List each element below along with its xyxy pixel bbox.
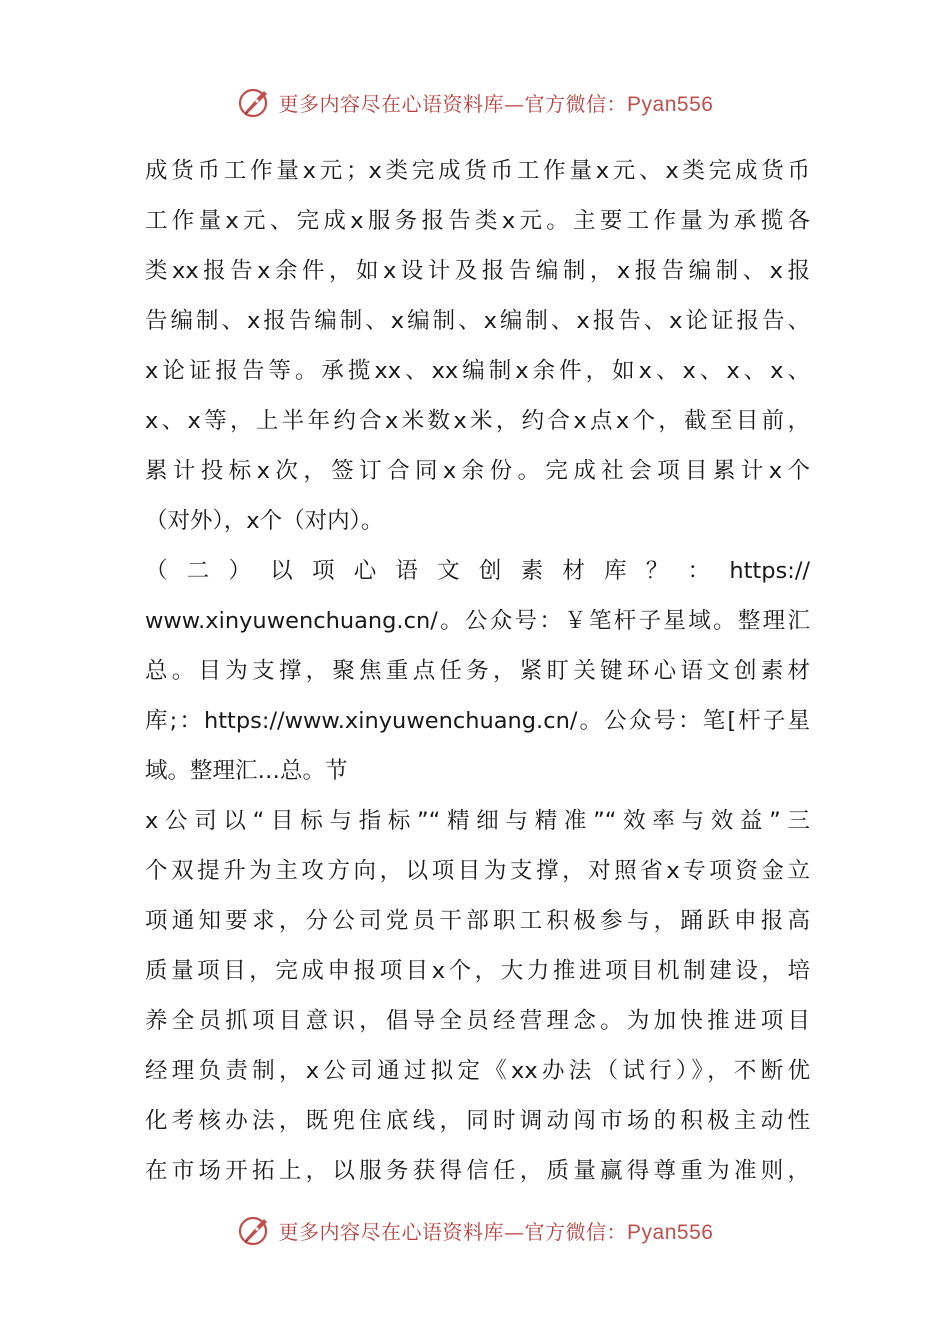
text-line: 化考核办法，既兜住底线，同时调动闯市场的积极主动性 — [145, 1108, 810, 1134]
text-line: x论证报告等。承揽xx、xx编制x余件，如x、x、x、x、 — [145, 358, 810, 384]
text-line: 在市场开拓上，以服务获得信任，质量赢得尊重为准则， — [145, 1158, 810, 1184]
text-line: www.xinyuwenchuang.cn/。公众号：￥笔杆子星域。整理汇 — [145, 608, 810, 634]
header-banner-text — [279, 88, 714, 117]
text-line: 域。整理汇…总。节 — [145, 758, 348, 784]
footer-wechat-id: Pyan556 — [627, 1220, 714, 1244]
text-line: 项通知要求，分公司党员干部职工积极参与，踊跃申报高 — [145, 908, 810, 934]
footer-banner-label: 更多内容尽在心语资料库—官方微信： — [278, 1219, 628, 1244]
text-line: 类xx报告x余件，如x设计及报告编制，x报告编制、x报 — [145, 258, 810, 284]
text-line: 养全员抓项目意识，倡导全员经营理念。为加快推进项目 — [145, 1008, 810, 1034]
header-banner — [0, 80, 950, 124]
footer-banner — [0, 1208, 950, 1252]
text-line: x、x等，上半年约合x米数x米，约合x点x个，截至目前， — [145, 408, 810, 434]
text-line: 告编制、x报告编制、x编制、x编制、x报告、x论证报告、 — [145, 308, 810, 334]
section-heading-line: （二）以项心语文创素材库？：https:// — [145, 558, 810, 584]
text-line: 成货币工作量x元；x类完成货币工作量x元、x类完成货币 — [145, 158, 810, 184]
header-banner-label: 更多内容尽在心语资料库—官方微信： — [278, 91, 628, 116]
text-line: 经理负责制，x公司通过拟定《xx办法（试行）》，不断优 — [145, 1058, 810, 1084]
header-wechat-id: Pyan556 — [627, 92, 714, 116]
pen-nib-logo-icon — [237, 84, 273, 120]
footer-banner-text — [279, 1216, 714, 1245]
text-line: 累计投标x次，签订合同x余份。完成社会项目累计x个 — [145, 458, 810, 484]
pen-nib-logo-icon — [237, 1212, 273, 1248]
text-line: 工作量x元、完成x服务报告类x元。主要工作量为承揽各 — [145, 208, 810, 234]
document-body — [145, 146, 810, 1196]
text-line: （对外），x个（对内）。 — [145, 508, 384, 534]
text-line: x公司以“目标与指标”“精细与精准”“效率与效益”三 — [145, 808, 810, 834]
text-line: 个双提升为主攻方向，以项目为支撑，对照省x专项资金立 — [145, 858, 810, 884]
text-line: 总。目为支撑，聚焦重点任务，紧盯关键环心语文创素材 — [145, 658, 810, 684]
text-line: 库;：https://www.xinyuwenchuang.cn/。公众号：笔[杆子星 — [145, 708, 810, 734]
text-line: 质量项目，完成申报项目x个，大力推进项目机制建设，培 — [145, 958, 810, 984]
